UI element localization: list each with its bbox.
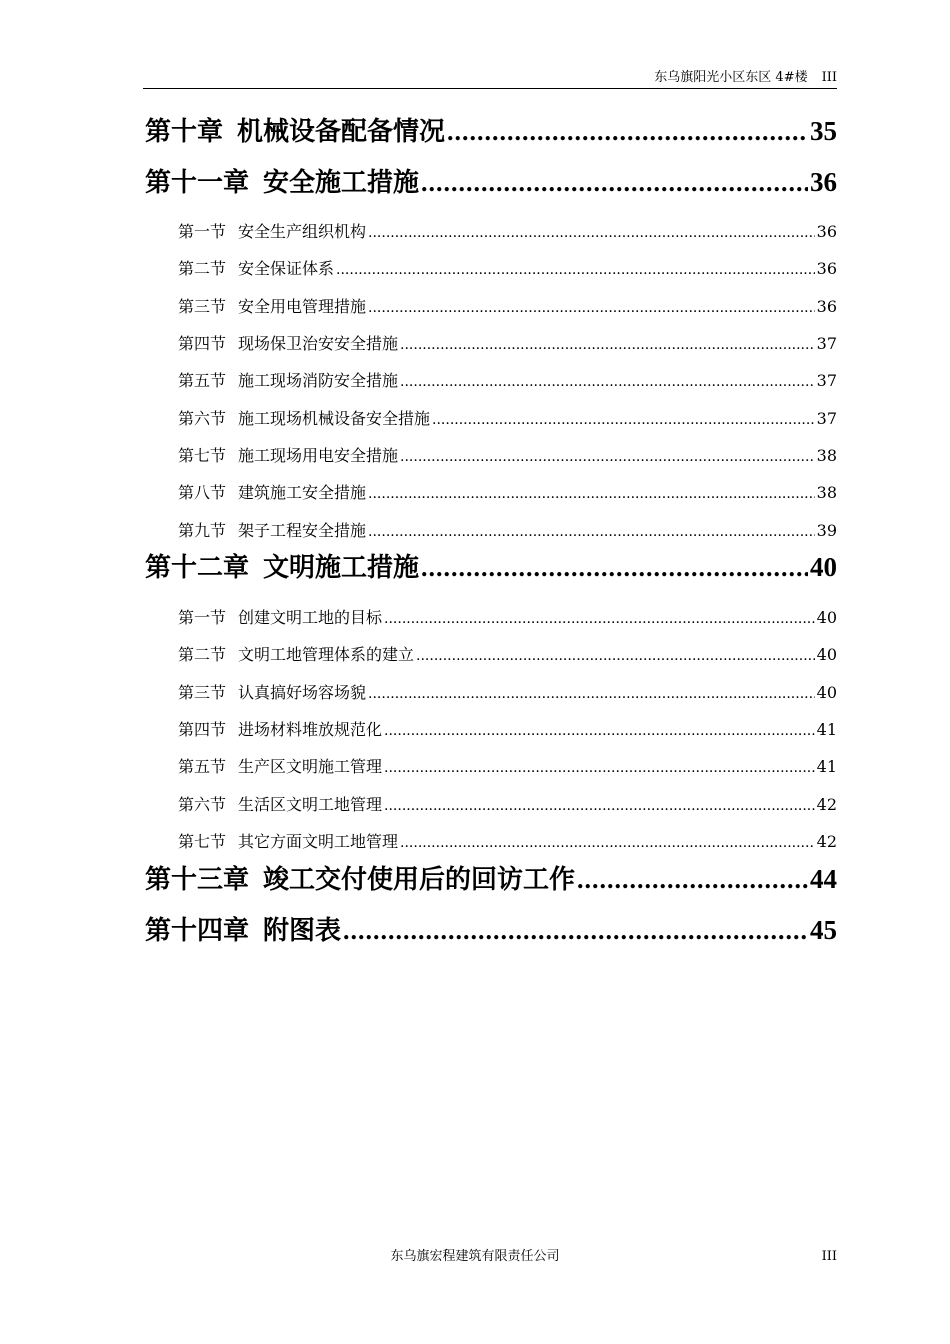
toc-section-row[interactable] <box>178 221 837 243</box>
toc-leader-dots <box>400 371 815 392</box>
toc-section-number: 第五节 <box>178 757 227 776</box>
toc-entry-label <box>178 794 382 816</box>
toc-section-number: 第七节 <box>178 446 227 465</box>
toc-leader-dots <box>368 521 815 542</box>
toc-entry-label <box>178 258 334 280</box>
toc-section-number: 第六节 <box>178 795 227 814</box>
toc-section-number: 第三节 <box>178 297 227 316</box>
toc-chapter-number: 第十章 <box>145 117 224 147</box>
toc-page-number: 40 <box>810 552 837 582</box>
toc-entry-title: 创建文明工地的目标 <box>238 608 383 627</box>
toc-section-row[interactable] <box>178 794 837 816</box>
header-doc-title: 东乌旗阳光小区东区 4#楼 <box>654 70 808 85</box>
toc-leader-dots <box>400 832 815 853</box>
toc-page-number: 41 <box>816 720 837 739</box>
toc-section-number: 第二节 <box>178 259 227 278</box>
toc-entry-title: 现场保卫治安安全措施 <box>238 334 399 353</box>
toc-section-number: 第七节 <box>178 832 227 851</box>
toc-leader-dots <box>368 222 815 243</box>
toc-section-number: 第三节 <box>178 683 227 702</box>
toc-section-number: 第六节 <box>178 409 227 428</box>
toc-entry-title: 施工现场机械设备安全措施 <box>238 409 431 428</box>
toc-section-row[interactable] <box>178 296 837 318</box>
toc-leader-dots <box>384 608 815 629</box>
toc-leader-dots <box>421 551 808 584</box>
toc-entry-title: 安全生产组织机构 <box>238 222 367 241</box>
toc-entry-label <box>178 607 382 629</box>
toc-entry-label <box>178 831 398 853</box>
toc-section-number: 第一节 <box>178 608 227 627</box>
toc-page-number: 40 <box>816 683 837 702</box>
toc-leader-dots <box>384 720 815 741</box>
toc-entry-title: 竣工交付使用后的回访工作 <box>263 865 576 895</box>
toc-chapter-row[interactable] <box>145 913 837 947</box>
toc-page-number: 42 <box>816 832 837 851</box>
toc-section-row[interactable] <box>178 831 837 853</box>
page-footer <box>0 1247 950 1267</box>
toc-section-number: 第五节 <box>178 371 227 390</box>
toc-section-row[interactable] <box>178 370 837 392</box>
toc-page-number: 35 <box>810 116 837 146</box>
toc-page-number: 40 <box>816 645 837 664</box>
toc-entry-title: 其它方面文明工地管理 <box>238 832 399 851</box>
toc-section-number: 第四节 <box>178 720 227 739</box>
toc-entry-label <box>145 551 419 584</box>
toc-page-number: 38 <box>816 483 837 502</box>
toc-page-number: 37 <box>816 371 837 390</box>
toc-leader-dots <box>400 446 815 467</box>
toc-entry-title: 施工现场用电安全措施 <box>238 446 399 465</box>
toc-section-row[interactable] <box>178 607 837 629</box>
toc-leader-dots <box>421 166 808 199</box>
toc-page-number: 39 <box>816 521 837 540</box>
toc-page-number: 44 <box>810 864 837 894</box>
header-page-label: III <box>821 70 837 85</box>
toc-page-number: 36 <box>810 167 837 197</box>
toc-section-number: 第二节 <box>178 645 227 664</box>
toc-entry-title: 安全用电管理措施 <box>238 297 367 316</box>
toc-page-number: 37 <box>816 334 837 353</box>
toc-entry-title: 机械设备配备情况 <box>237 117 446 147</box>
toc-chapter-number: 第十一章 <box>145 168 250 198</box>
toc-section-number: 第九节 <box>178 521 227 540</box>
toc-entry-label <box>178 221 366 243</box>
toc-leader-dots <box>336 259 815 280</box>
toc-entry-label <box>178 756 382 778</box>
toc-section-row[interactable] <box>178 333 837 355</box>
toc-chapter-number: 第十三章 <box>145 865 250 895</box>
toc-entry-label <box>178 644 414 666</box>
toc-entry-title: 认真搞好场容场貌 <box>238 683 367 702</box>
toc-entry-label <box>178 719 382 741</box>
toc-entry-label <box>178 333 398 355</box>
toc-leader-dots <box>368 483 815 504</box>
toc-leader-dots <box>577 863 808 896</box>
toc-entry-title: 生产区文明施工管理 <box>238 757 383 776</box>
toc-leader-dots <box>368 297 815 318</box>
toc-chapter-number: 第十二章 <box>145 553 250 583</box>
toc-chapter-number: 第十四章 <box>145 916 250 946</box>
toc-page-number: 36 <box>816 259 837 278</box>
toc-entry-label <box>178 520 366 542</box>
toc-section-row[interactable] <box>178 445 837 467</box>
toc-page-number: 36 <box>816 222 837 241</box>
toc-entry-label <box>145 863 575 896</box>
toc-entry-title: 生活区文明工地管理 <box>238 795 383 814</box>
toc-section-number: 第一节 <box>178 222 227 241</box>
toc-entry-title: 文明工地管理体系的建立 <box>238 645 415 664</box>
toc-leader-dots <box>447 115 808 148</box>
toc-leader-dots <box>343 914 808 947</box>
toc-entry-title: 建筑施工安全措施 <box>238 483 367 502</box>
toc-chapter-row[interactable] <box>145 862 837 896</box>
toc-entry-label <box>178 445 398 467</box>
toc-page-number: 38 <box>816 446 837 465</box>
toc-entry-title: 进场材料堆放规范化 <box>238 720 383 739</box>
toc-section-row[interactable] <box>178 719 837 741</box>
toc-page-number: 40 <box>816 608 837 627</box>
toc-section-row[interactable] <box>178 482 837 504</box>
toc-entry-label <box>178 370 398 392</box>
toc-chapter-row[interactable] <box>145 165 837 199</box>
toc-leader-dots <box>432 409 815 430</box>
toc-leader-dots <box>384 795 815 816</box>
toc-chapter-row[interactable] <box>145 550 837 584</box>
toc-page-number: 42 <box>816 795 837 814</box>
toc-section-number: 第八节 <box>178 483 227 502</box>
toc-entry-label <box>178 296 366 318</box>
toc-entry-title: 文明施工措施 <box>263 553 420 583</box>
toc-entry-title: 安全施工措施 <box>263 168 420 198</box>
toc-entry-label <box>178 682 366 704</box>
toc-leader-dots <box>416 645 815 666</box>
page-header <box>143 70 837 89</box>
toc-leader-dots <box>400 334 815 355</box>
toc-leader-dots <box>368 683 815 704</box>
toc-section-row[interactable] <box>178 644 837 666</box>
toc-page-number: 45 <box>810 915 837 945</box>
toc-section-row[interactable] <box>178 408 837 430</box>
toc-page-number: 36 <box>816 297 837 316</box>
toc-entry-title: 施工现场消防安全措施 <box>238 371 399 390</box>
toc-page-number: 37 <box>816 409 837 428</box>
toc-section-row[interactable] <box>178 258 837 280</box>
toc-section-number: 第四节 <box>178 334 227 353</box>
toc-chapter-row[interactable] <box>145 114 837 148</box>
footer-page-label: III <box>821 1249 837 1264</box>
toc-leader-dots <box>384 757 815 778</box>
toc-entry-label <box>145 115 445 148</box>
toc-section-row[interactable] <box>178 756 837 778</box>
toc-page-number: 41 <box>816 757 837 776</box>
toc-entry-title: 安全保证体系 <box>238 259 335 278</box>
footer-company: 东乌旗宏程建筑有限责任公司 <box>390 1249 560 1264</box>
toc-section-row[interactable] <box>178 520 837 542</box>
toc-entry-label <box>178 482 366 504</box>
toc-entry-label <box>145 166 419 199</box>
toc-entry-label <box>145 914 341 947</box>
toc-entry-title: 架子工程安全措施 <box>238 521 367 540</box>
toc-entry-title: 附图表 <box>263 916 342 946</box>
toc-entry-label <box>178 408 430 430</box>
toc-section-row[interactable] <box>178 682 837 704</box>
